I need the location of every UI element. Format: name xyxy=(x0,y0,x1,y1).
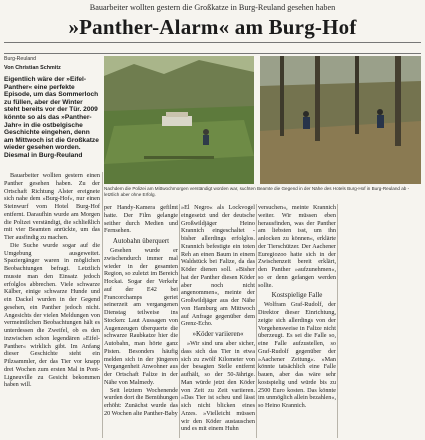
kicker: Bauarbeiter wollten gestern die Großkatze in Burg-Reuland gesehen haben xyxy=(89,3,336,12)
article-column-1 xyxy=(4,172,100,438)
subheading: Kostspielige Falle xyxy=(271,291,323,300)
subheading: »Köder variieren« xyxy=(192,330,244,338)
forest-officers-photo xyxy=(260,56,421,184)
police-search-photo xyxy=(104,56,254,184)
section-rule xyxy=(4,53,421,54)
byline: Von Christian Schmitz xyxy=(4,65,61,71)
paragraph: Die Suche wurde sogar auf die Umgebung ausgeweitet. Spaziergänger waren in möglichen Beobachtungen befragt. Letztlich musste man den Einsatz jedoch erfolglos abbrechen. Viele schwarze Kälber, einige schwarze Hunde und ein Dackel wurden in der Gegend gesehen, ein Panther jedoch nicht. Angesichts der vielen Meldungen von vermeintlichen Beobachtungen hält es unterdessen die Zweifel, ob es den inzwischen schon legendären »Eifel-Panther« wirklich gibt. Im Anfang dieser Geschichte steht ein Pilzsammler, der das Tier vor knapp drei Wochen zum ersten Mal in Pont-Ligneuville zu Gesicht bekommen haben will. xyxy=(4,241,100,389)
column-divider xyxy=(337,204,338,438)
column-divider xyxy=(256,204,257,438)
subheading: Autobahn überquert xyxy=(112,237,170,245)
column-divider xyxy=(179,204,180,438)
paragraph: Wolfram Graf-Rudolf, der Direktor dieser Einrichtung, zeigte sich allerdings von der Vorgehensweise in Falize nicht überzeugt. Es sei die Falle so, eine Falle aufzustellen, so Graf-Rudolf gegenüber der »Aachener Zeitung«. »Man könnte tatsächlich eine Falle bauen, aber das wäre sehr kostspielig und würde bis zu 2500 Euro kosten. Das könnte im unmöglich allein bezahlen«, so Heino Krannich. xyxy=(258,301,336,409)
article-column-2 xyxy=(104,204,178,438)
paragraph: Gesehen wurde er zwischendurch immer mal wieder in der gesamten Region, so zuletzt im Bereich Hockai. Sogar der Verkehr auf der E42 bei Francorchamps geriet seinerzeit am vergangenen Dienstag teilweise ins Stocken: Laut Aussagen von Augenzeugen überquerte die schwarze Raubkatze hier die Autobahn, man hörte ganz Pisten. Besonders häufig melden sich in der jüngeren Vergangenheit Anwohner aus der Ortschaft Falize in der Nähe von Malmedy. xyxy=(104,247,178,386)
headline-rule xyxy=(4,42,421,43)
photo-caption: Nachdem die Polizei am Mittwochmorgen verständigt worden war, suchten Beamte die Gegend in der Nähe des Hotels Burg-Hof in Burg-Reuland ab - letztlich aber ohne Erfolg. xyxy=(104,186,410,198)
column-divider xyxy=(102,172,103,438)
paragraph: »El Negro« als Lockvogel eingesetzt und der deutsche Großwildjäger Heino Krannich eingeschaltet - bisher allerdings erfolglos. Krannich befestigte ein toten Reh an einen Baum in einem Waldstück bei Falize, da das Köder dienen soll. »Bisher hat der Panther diesen Köder aber noch nicht angenommen«, meinte der Großwildjäger aus der Nähe von Hamburg am Mittwoch auf Anfrage gegenüber dem Grenz-Echo. xyxy=(181,204,255,328)
article-column-3 xyxy=(181,204,255,438)
paragraph: per Handy-Kamera gefilmt hatte. Der Film gelangte seither durch Medien und Fernsehen. xyxy=(104,204,178,235)
paragraph: Bauarbeiter wollten gestern einen Panther gesehen haben. Zu der Ortschaft Richtung Alster ereignete sich nahe dem »Burg-Hof«, nur einen Steinwurf vom Hotel Burg-Hof entfernt. Daraufhin wurde am Morgen die Polizei verständigt, die schließlich mit vier Beamten anrückte, um das Tier ausfindig zu machen. xyxy=(4,172,100,241)
lead-paragraph: Eigentlich wäre der »Eifel-Panther« eine perfekte Episode, um das Sommerloch zu füllen, aber der Winter steht bereits vor der Tür. 2009 könnte so als das »Panther-Jahr« in die ostbelgische Geschichte eingehen, denn am Mittwoch ist die Großkatze wieder gesehen worden. Diesmal in Burg-Reuland xyxy=(4,76,99,159)
paragraph: versuchen«, meinte Krannich weiter. Wir müssen eben herausfinden, was der Panther am liebsten isst, um ihn anlocken zu können«, erklärte der Tierschützer. Der Aachener Euregiozoo hatte sich in der Zwischenzeit bereit erklärt, den Panther »aufzunehmen«, so er denn gefangen werden sollte. xyxy=(258,204,336,289)
article-column-4 xyxy=(258,204,336,438)
headline: »Panther-Alarm« am Burg-Hof xyxy=(68,15,357,39)
paragraph: »Wir sind uns aber sicher, dass sich das Tier in etwa sich zu zwölf Kilometer von der besagten Stelle entfernt aufhält, so der 50-Jährige. Man würde jetzt den Köder von Zeit zu Zeit variieren. »Das Tier ist scheu und lässt sich nicht blicken eines Arzes. »Vielleicht müssen wir den Köder austauschen und es mit einem Huhn xyxy=(181,340,255,433)
dateline: Burg-Reuland xyxy=(4,56,37,62)
paragraph: Seit letztem Wochenende wurden dort die Bemühungen erhöht: Zunächst wurde das 20 Wochen alte Panther-Baby xyxy=(104,386,178,417)
